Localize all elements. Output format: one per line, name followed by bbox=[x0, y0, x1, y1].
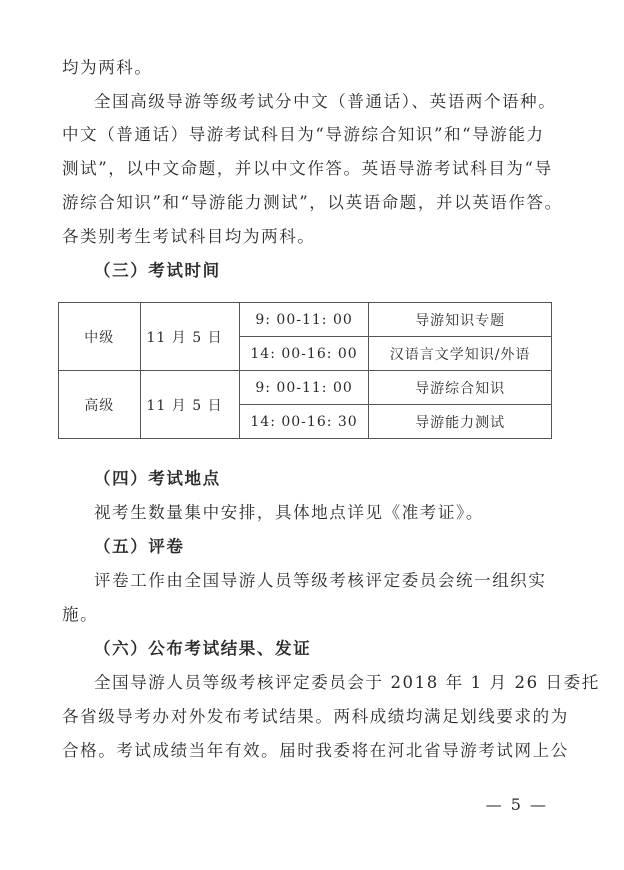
body-line-location: 视考生数量集中安排，具体地点详见《准考证》。 bbox=[94, 503, 484, 522]
section-heading-exam-time: （三）考试时间 bbox=[94, 261, 221, 280]
subject-cell: 导游能力测试 bbox=[369, 405, 552, 439]
subject-cell: 导游综合知识 bbox=[369, 371, 552, 405]
time-cell: 9: 00-11: 00 bbox=[239, 303, 368, 337]
body-line-2: 全国高级导游等级考试分中文（普通话）、英语两个语种。 bbox=[94, 92, 557, 111]
table-row bbox=[59, 371, 552, 405]
body-line-3: 中文（普通话）导游考试科目为“导游综合知识”和“导游能力 bbox=[62, 125, 545, 144]
subject-cell: 汉语言文学知识/外语 bbox=[369, 337, 552, 371]
date-cell bbox=[140, 303, 239, 371]
section-heading-results: （六）公布考试结果、发证 bbox=[94, 639, 312, 658]
body-line-results-1: 全国导游人员等级考核评定委员会于 2018 年 1 月 26 日委托 bbox=[94, 673, 600, 692]
body-line-grading-1: 评卷工作由全国导游人员等级考核评定委员会统一组织实 bbox=[94, 571, 547, 590]
time-cell: 9: 00-11: 00 bbox=[239, 371, 368, 405]
time-cell: 14: 00-16: 30 bbox=[239, 405, 368, 439]
table-row bbox=[59, 303, 552, 337]
page-number: — 5 — bbox=[485, 795, 548, 814]
body-line-1: 均为两科。 bbox=[62, 58, 153, 77]
date-text: 11 月 5 日 bbox=[146, 397, 223, 414]
body-line-results-2: 各省级导考办对外发布考试结果。两科成绩均满足划线要求的为 bbox=[62, 707, 569, 726]
level-cell: 中级 bbox=[59, 303, 141, 371]
date-text: 11 月 5 日 bbox=[146, 329, 223, 346]
exam-schedule-table bbox=[58, 302, 552, 439]
date-cell bbox=[140, 371, 239, 439]
level-cell: 高级 bbox=[59, 371, 141, 439]
body-line-4: 测试”，以中文命题，并以中文作答。英语导游考试科目为“导 bbox=[62, 159, 553, 178]
time-cell: 14: 00-16: 00 bbox=[239, 337, 368, 371]
section-heading-exam-location: （四）考试地点 bbox=[94, 469, 221, 488]
body-line-results-3: 合格。考试成绩当年有效。届时我委将在河北省导游考试网上公 bbox=[62, 741, 569, 760]
body-line-6: 各类别考生考试科目均为两科。 bbox=[62, 227, 316, 246]
subject-cell: 导游知识专题 bbox=[369, 303, 552, 337]
body-line-5: 游综合知识”和“导游能力测试”，以英语命题，并以英语作答。 bbox=[62, 193, 563, 212]
body-line-grading-2: 施。 bbox=[62, 605, 99, 624]
section-heading-grading: （五）评卷 bbox=[94, 537, 185, 556]
